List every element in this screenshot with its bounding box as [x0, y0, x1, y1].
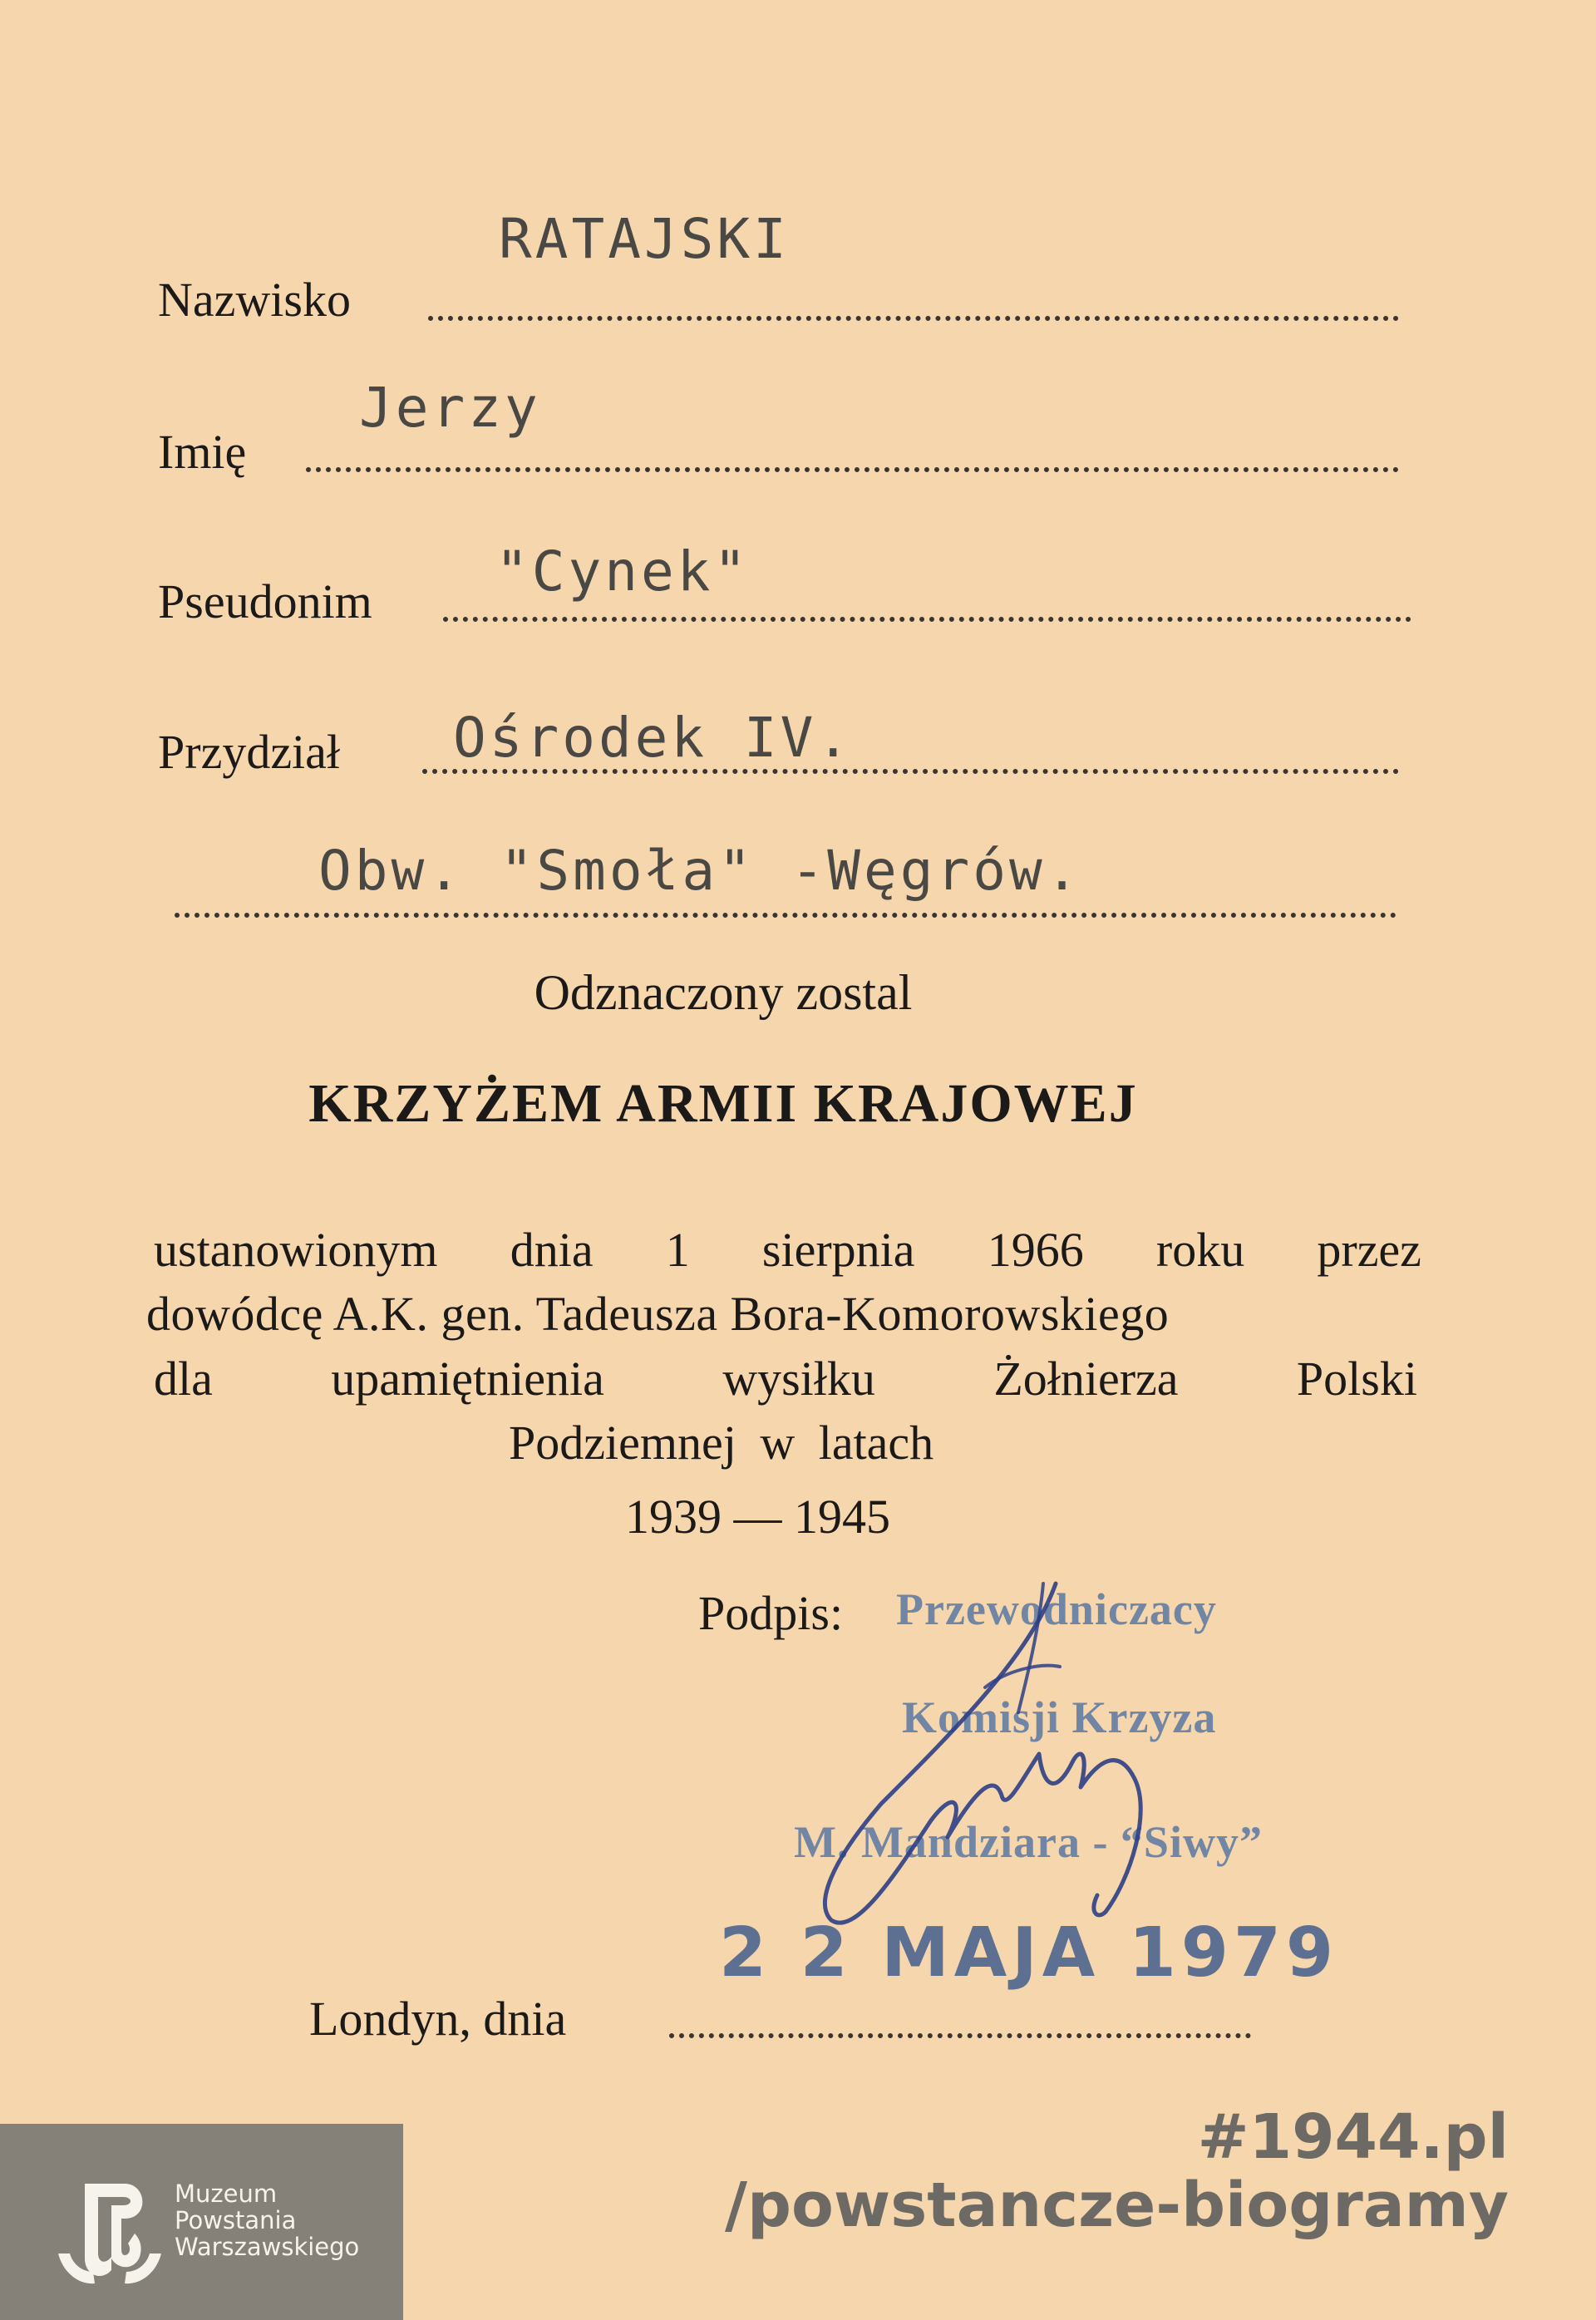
award-text-line-1: [154, 1223, 1421, 1277]
assignment-second-dotted-line: [175, 913, 1396, 918]
award-word: roku: [1155, 1223, 1245, 1277]
assignment-label: Przydział: [158, 725, 341, 779]
award-word: wysiłku: [722, 1352, 875, 1406]
award-word: Żołnierza: [993, 1352, 1179, 1406]
award-word: dla: [154, 1352, 213, 1406]
award-years: 1939 — 1945: [625, 1490, 890, 1544]
pseudonym-label: Pseudonim: [158, 574, 372, 628]
pseudonym-value: "Cynek": [495, 539, 751, 603]
watermark-hashtag: #1944.pl: [1197, 2101, 1509, 2173]
watermark-path: /powstancze-biogramy: [725, 2170, 1509, 2241]
surname-value: RATAJSKI: [499, 207, 790, 271]
museum-name-line: Powstania: [175, 2206, 297, 2234]
museum-name-line: Muzeum: [175, 2180, 278, 2208]
award-word: 1: [665, 1223, 690, 1277]
museum-name-line: Warszawskiego: [175, 2233, 360, 2261]
first-name-value: Jerzy: [359, 376, 541, 440]
date-dotted-line: [669, 2033, 1251, 2038]
date-label: Londyn, dnia: [309, 1992, 567, 2046]
first-name-label: Imię: [158, 425, 247, 479]
award-word: ustanowionym: [154, 1223, 438, 1277]
assignment-value-2: Obw. "Smoła" -Węgrów.: [318, 839, 1082, 903]
stamp-committee-line: Komisji Krzyza: [902, 1692, 1217, 1742]
award-text-line-2: dowódcę A.K. gen. Tadeusza Bora-Komorowskiego: [146, 1287, 1170, 1341]
stamp-chairman-line: Przewodniczacy: [896, 1584, 1217, 1634]
award-word: przez: [1317, 1223, 1421, 1277]
stamp-name-line: M. Mandziara - “Siwy”: [794, 1817, 1263, 1867]
first-name-dotted-line: [306, 467, 1399, 472]
award-text-line-3: [154, 1352, 1417, 1406]
award-word: upamiętnienia: [331, 1352, 604, 1406]
museum-logo-icon: [52, 2167, 168, 2292]
surname-dotted-line: [428, 316, 1399, 321]
signature-label: Podpis:: [698, 1586, 844, 1640]
surname-label: Nazwisko: [158, 273, 351, 327]
cross-name-heading: KRZYŻEM ARMII KRAJOWEJ: [308, 1073, 1138, 1134]
award-word: dnia: [510, 1223, 594, 1277]
award-word: Polski: [1296, 1352, 1417, 1406]
assignment-value-1: Ośrodek IV.: [453, 706, 854, 770]
museum-name: [175, 2180, 359, 2260]
award-word: sierpnia: [761, 1223, 915, 1277]
award-text-line-4: Podziemnej w latach: [509, 1416, 934, 1470]
assignment-dotted-line: [422, 769, 1399, 774]
pseudonym-dotted-line: [443, 617, 1411, 622]
date-stamp: 2 2 MAJA 1979: [719, 1914, 1339, 1992]
award-word: 1966: [987, 1223, 1084, 1277]
awarded-intro: Odznaczony zostal: [534, 965, 913, 1020]
